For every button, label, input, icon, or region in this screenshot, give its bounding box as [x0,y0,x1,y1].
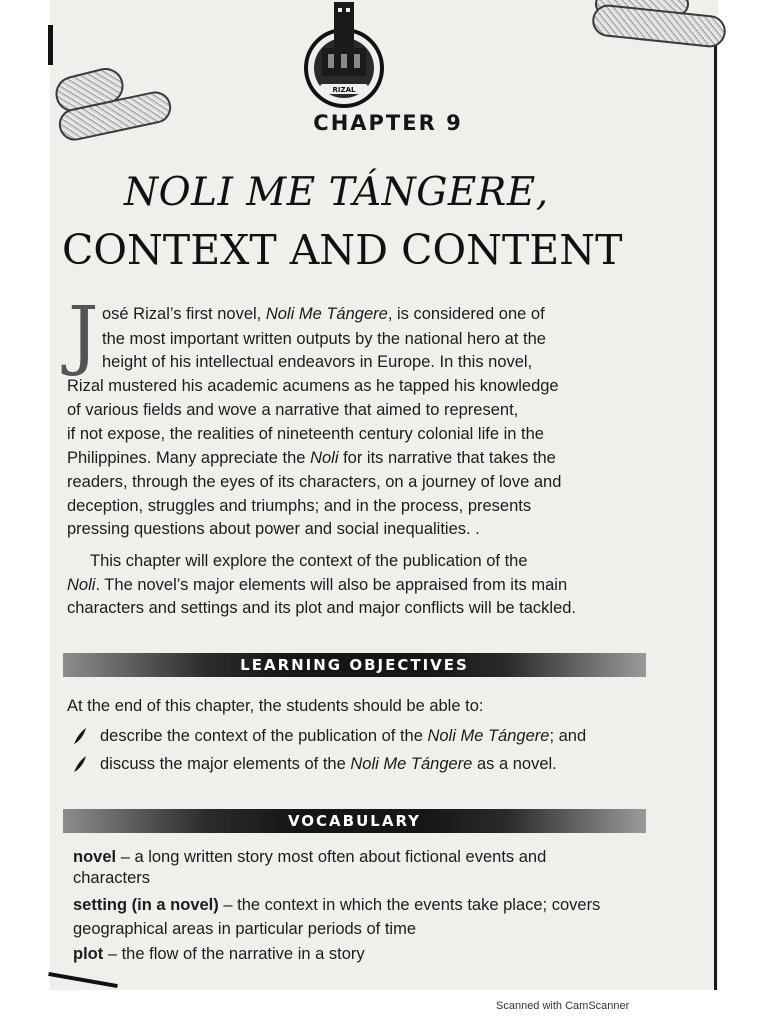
intro-line: deception, struggles and triumphs; and in the process, presents [67,497,532,515]
learning-objectives-heading: LEARNING OBJECTIVES [63,653,646,677]
intro-line: osé Rizal’s first novel, Noli Me Tángere, is considered one of [102,305,545,323]
intro-line: pressing questions about power and social inequalities. . [67,520,480,538]
quill-pen-icon [72,755,88,773]
vocab-entry: plot – the flow of the narrative in a story [73,945,365,963]
vocab-entry-continuation: geographical areas in particular periods of time [73,920,417,938]
chapter-label: CHAPTER 9 [313,111,463,135]
chapter-title-line2: CONTEXT AND CONTENT [62,226,623,274]
drop-cap: J [68,289,99,378]
para2-line: Noli. The novel’s major elements will also be appraised from its main [67,576,568,594]
scanner-watermark: Scanned with CamScanner [496,1000,630,1012]
vocabulary-heading: VOCABULARY [63,809,646,833]
vocab-entry: setting (in a novel) – the context in which the events take place; covers [73,896,601,914]
page-edge-right [714,40,717,990]
page-edge-shadow [48,25,53,65]
intro-line: readers, through the eyes of its characters, on a journey of love and [67,473,562,491]
logo-text: RIZAL [332,86,356,94]
quill-pen-icon [72,727,88,745]
intro-line: the most important written outputs by the national hero at the [102,330,546,348]
intro-line: Philippines. Many appreciate the Noli for its narrative that takes the [67,449,556,467]
chapter-title-line1: NOLI ME TÁNGERE, [124,170,549,215]
tower-seal-icon [292,0,402,108]
objective-item: describe the context of the publication of the Noli Me Tángere; and [100,727,587,745]
objective-item: discuss the major elements of the Noli Me Tángere as a novel. [100,755,557,773]
vocab-entry: novel – a long written story most often about fictional events and [73,848,547,866]
objectives-intro: At the end of this chapter, the students should be able to: [67,697,484,715]
intro-line: Rizal mustered his academic acumens as he tapped his knowledge [67,377,559,395]
para2-line: characters and settings and its plot and major conflicts will be tackled. [67,599,577,617]
para2-line: This chapter will explore the context of the publication of the [90,552,528,570]
intro-line: height of his intellectual endeavors in Europe. In this novel, [102,353,533,371]
vocab-entry-continuation: characters [73,869,151,887]
intro-line: of various fields and wove a narrative that aimed to represent, [67,401,519,419]
book-page [50,0,718,990]
intro-line: if not expose, the realities of nineteenth century colonial life in the [67,425,544,443]
